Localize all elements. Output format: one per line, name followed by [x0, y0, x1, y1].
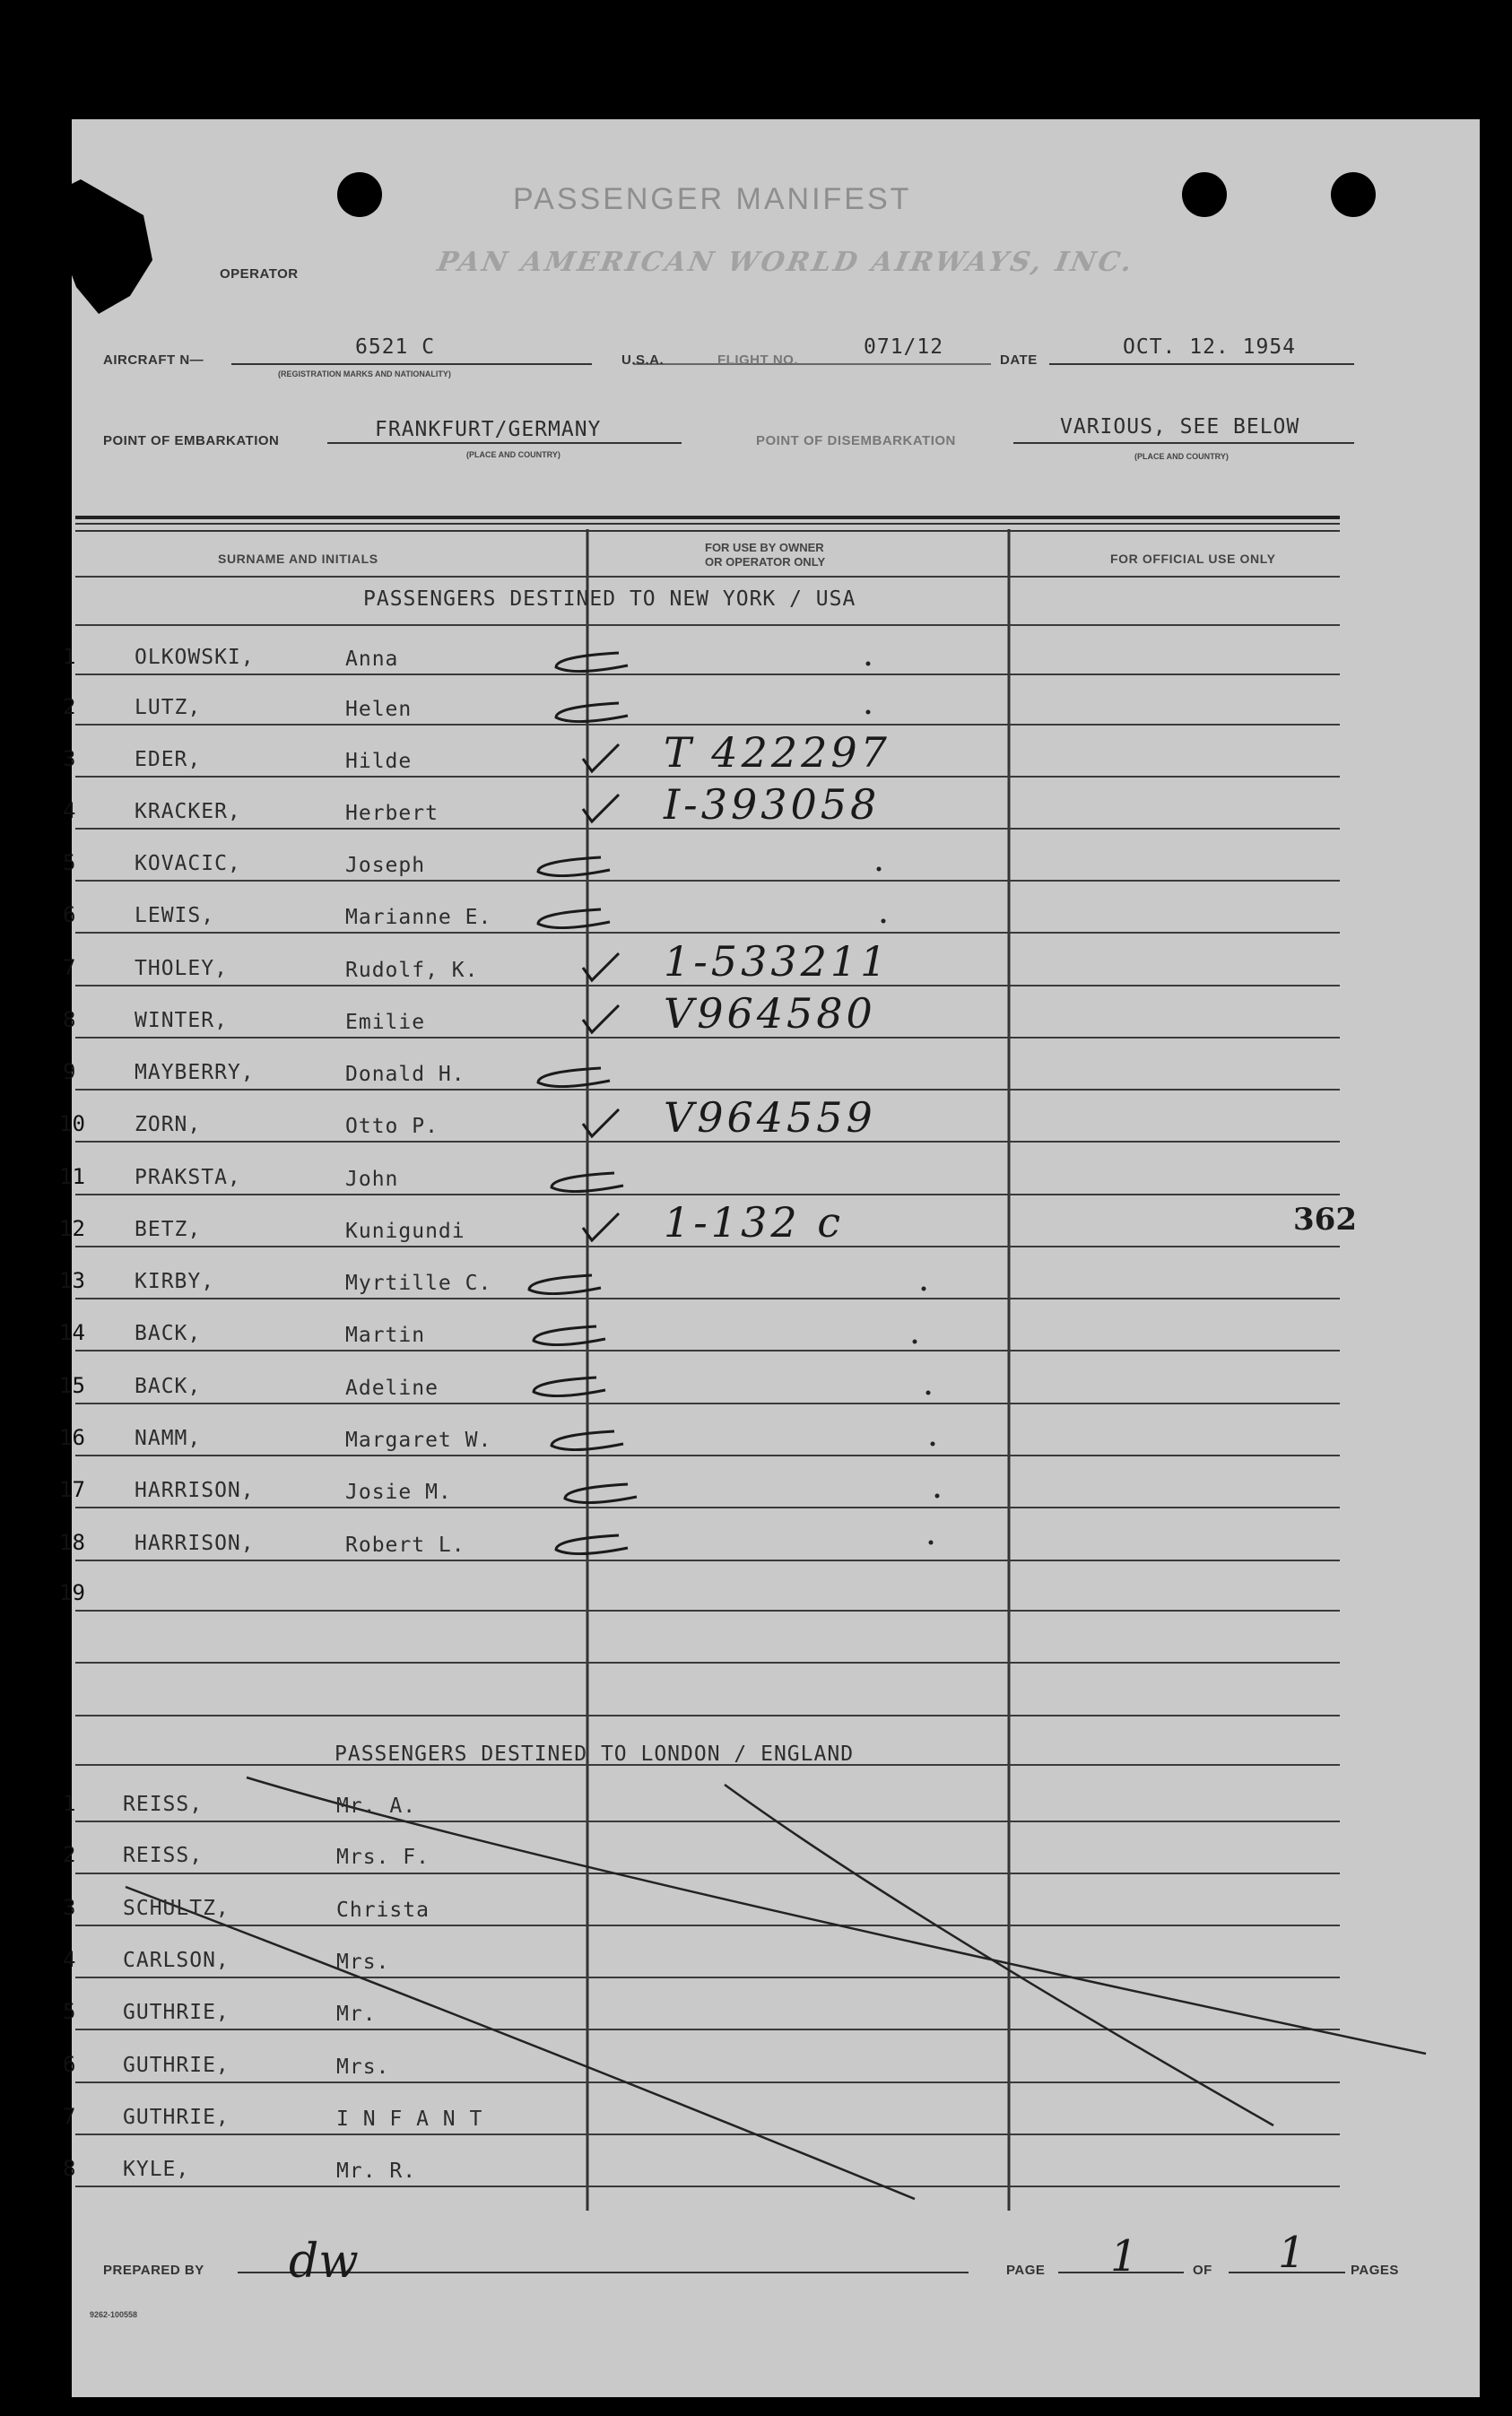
- flight-label: FLIGHT NO.: [717, 352, 798, 368]
- passenger-surname: EDER,: [135, 748, 202, 771]
- passenger-given-name: Christa: [336, 1899, 430, 1922]
- passenger-given-name: Robert L.: [345, 1534, 465, 1557]
- passenger-given-name: Mr. R.: [336, 2160, 417, 2183]
- passenger-given-name: Otto P.: [345, 1115, 439, 1138]
- date-value: OCT. 12. 1954: [1123, 335, 1297, 359]
- passenger-surname: KIRBY,: [135, 1270, 215, 1293]
- row-number: 7: [63, 955, 76, 980]
- passenger-surname: LEWIS,: [135, 904, 215, 927]
- passenger-surname: HARRISON,: [135, 1532, 255, 1555]
- col-owner-header-2: OR OPERATOR ONLY: [705, 555, 826, 569]
- row-number: 4: [63, 1947, 76, 1972]
- operator-handwritten-note: V964559: [664, 1093, 876, 1142]
- passenger-given-name: Anna: [345, 647, 399, 671]
- torn-corner: [45, 179, 161, 323]
- usa-label: U.S.A.: [621, 352, 665, 368]
- aircraft-value: 6521 C: [355, 335, 436, 359]
- operator-label: OPERATOR: [220, 266, 299, 282]
- passenger-given-name: Emilie: [345, 1011, 426, 1034]
- section-ny-heading: PASSENGERS DESTINED TO NEW YORK / USA: [363, 587, 856, 611]
- passenger-given-name: Hilde: [345, 750, 413, 773]
- row-number: 5: [63, 850, 76, 875]
- row-number: 18: [59, 1530, 85, 1555]
- row-number: 11: [59, 1164, 85, 1189]
- passenger-given-name: John: [345, 1168, 399, 1191]
- passenger-surname: KRACKER,: [135, 800, 241, 823]
- passenger-surname: GUTHRIE,: [123, 2001, 230, 2024]
- col-surname-header: SURNAME AND INITIALS: [218, 552, 378, 566]
- passenger-surname: LUTZ,: [135, 696, 202, 719]
- row-number: 3: [63, 1895, 76, 1920]
- passenger-given-name: Adeline: [345, 1377, 439, 1400]
- passenger-given-name: Donald H.: [345, 1063, 465, 1086]
- passenger-surname: REISS,: [123, 1793, 204, 1816]
- row-number: 8: [63, 1007, 76, 1032]
- passenger-given-name: Marianne E.: [345, 906, 492, 929]
- row-number: 17: [59, 1477, 85, 1502]
- disembarkation-value: VARIOUS, SEE BELOW: [1060, 415, 1300, 439]
- row-number: 4: [63, 798, 76, 823]
- operator-handwritten-note: V964580: [664, 989, 876, 1038]
- passenger-given-name: Mrs.: [336, 2055, 390, 2079]
- section-london-heading: PASSENGERS DESTINED TO LONDON / ENGLAND: [335, 1742, 855, 1766]
- passenger-surname: GUTHRIE,: [123, 2054, 230, 2077]
- passenger-surname: CARLSON,: [123, 1949, 230, 1972]
- passenger-given-name: Josie M.: [345, 1481, 452, 1504]
- passenger-surname: KYLE,: [123, 2158, 190, 2181]
- aircraft-label: AIRCRAFT N—: [103, 352, 204, 368]
- passenger-given-name: Martin: [345, 1324, 426, 1347]
- row-number: 2: [63, 1842, 76, 1867]
- passenger-surname: WINTER,: [135, 1009, 228, 1032]
- date-label: DATE: [1000, 352, 1038, 368]
- row-number: 1: [63, 1791, 76, 1816]
- passenger-surname: GUTHRIE,: [123, 2106, 230, 2129]
- embarkation-value: FRANKFURT/GERMANY: [375, 418, 602, 441]
- of-value: 1: [1278, 2228, 1306, 2278]
- col-owner-header-1: FOR USE BY OWNER: [705, 541, 824, 554]
- row-number: 6: [63, 2052, 76, 2077]
- official-stamp-number: 362: [1293, 1202, 1357, 1238]
- row-number: 5: [63, 1999, 76, 2024]
- row-number: 1: [63, 644, 76, 669]
- row-number: 19: [59, 1580, 85, 1605]
- passenger-surname: REISS,: [123, 1844, 204, 1867]
- of-label: OF: [1193, 2263, 1212, 2278]
- passenger-given-name: Joseph: [345, 854, 426, 877]
- passenger-surname: THOLEY,: [135, 957, 228, 980]
- embarkation-sublabel: (PLACE AND COUNTRY): [466, 450, 560, 459]
- punch-hole-right-2: [1331, 172, 1376, 217]
- operator-handwritten-note: I-393058: [664, 780, 881, 829]
- passenger-given-name: Margaret W.: [345, 1429, 492, 1452]
- passenger-surname: HARRISON,: [135, 1479, 255, 1502]
- page-label: PAGE: [1006, 2263, 1046, 2278]
- punch-hole-right-1: [1182, 172, 1227, 217]
- row-number: 6: [63, 902, 76, 927]
- passenger-given-name: Helen: [345, 698, 413, 721]
- form-number: 9262-100558: [90, 2310, 138, 2319]
- operator-handwritten-note: 1-132 c: [664, 1198, 844, 1247]
- passenger-surname: OLKOWSKI,: [135, 646, 255, 669]
- operator-name: PAN AMERICAN WORLD AIRWAYS, INC.: [434, 247, 1137, 278]
- operator-handwritten-note: T 422297: [664, 728, 891, 777]
- passenger-surname: SCHULTZ,: [123, 1897, 230, 1920]
- passenger-given-name: Mrs. F.: [336, 1846, 430, 1869]
- disembarkation-label: POINT OF DISEMBARKATION: [756, 433, 956, 448]
- row-number: 9: [63, 1059, 76, 1084]
- passenger-given-name: Mrs.: [336, 1951, 390, 1974]
- page-value: 1: [1110, 2231, 1138, 2281]
- passenger-surname: NAMM,: [135, 1427, 202, 1450]
- disembarkation-sublabel: (PLACE AND COUNTRY): [1134, 452, 1229, 461]
- row-number: 16: [59, 1425, 85, 1450]
- passenger-surname: KOVACIC,: [135, 852, 241, 875]
- passenger-given-name: Kunigundi: [345, 1220, 465, 1243]
- row-number: 2: [63, 694, 76, 719]
- passenger-given-name: Mr.: [336, 2003, 377, 2026]
- passenger-given-name: Herbert: [345, 802, 439, 825]
- row-number: 12: [59, 1216, 85, 1241]
- embarkation-label: POINT OF EMBARKATION: [103, 433, 280, 448]
- flight-value: 071/12: [864, 335, 944, 359]
- pages-label: PAGES: [1351, 2263, 1399, 2278]
- passenger-given-name: Myrtille C.: [345, 1272, 492, 1295]
- passenger-surname: BACK,: [135, 1322, 202, 1345]
- passenger-surname: BETZ,: [135, 1218, 202, 1241]
- prepared-by-label: PREPARED BY: [103, 2263, 204, 2278]
- passenger-surname: ZORN,: [135, 1113, 202, 1136]
- passenger-surname: BACK,: [135, 1375, 202, 1398]
- passenger-given-name: Rudolf, K.: [345, 959, 479, 982]
- operator-handwritten-note: 1-533211: [664, 937, 891, 986]
- passenger-surname: PRAKSTA,: [135, 1166, 241, 1189]
- row-number: 10: [59, 1111, 85, 1136]
- aircraft-sublabel: (REGISTRATION MARKS AND NATIONALITY): [278, 369, 451, 378]
- passenger-given-name: Mr. A.: [336, 1795, 417, 1818]
- row-number: 15: [59, 1373, 85, 1398]
- prepared-by-signature: dw: [289, 2235, 359, 2289]
- passenger-given-name: I N F A N T: [336, 2107, 483, 2131]
- row-number: 3: [63, 746, 76, 771]
- row-number: 8: [63, 2156, 76, 2181]
- row-number: 14: [59, 1320, 85, 1345]
- row-number: 7: [63, 2104, 76, 2129]
- passenger-surname: MAYBERRY,: [135, 1061, 255, 1084]
- punch-hole-left: [337, 172, 382, 217]
- col-official-header: FOR OFFICIAL USE ONLY: [1110, 552, 1276, 566]
- form-title: PASSENGER MANIFEST: [513, 182, 912, 216]
- row-number: 13: [59, 1268, 85, 1293]
